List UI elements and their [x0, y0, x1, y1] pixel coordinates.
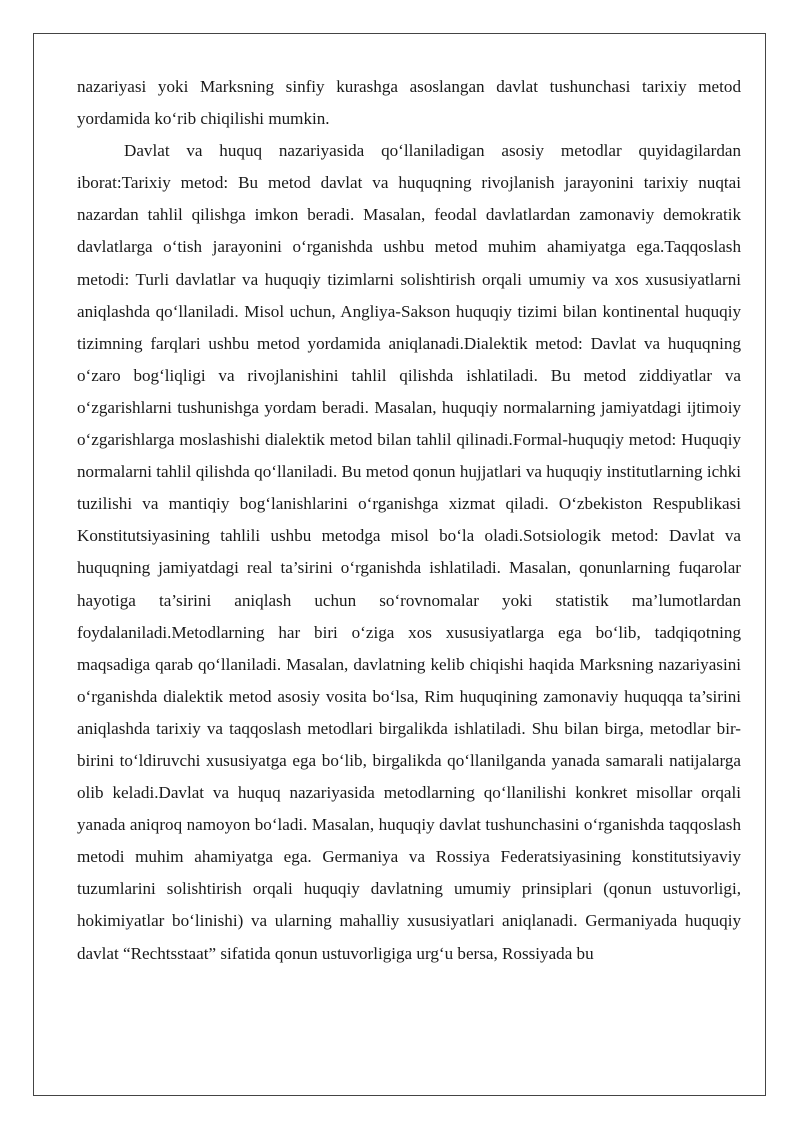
paragraph-continuation: nazariyasi yoki Marksning sinfiy kurashga asoslangan davlat tushunchasi tarixiy metod yordamida ko‘rib chiqilishi mumkin.	[77, 77, 741, 129]
document-body	[77, 71, 741, 970]
paragraph-methods: Davlat va huquq nazariyasida qo‘llaniladigan asosiy metodlar quyidagilardan iborat:Tarixiy metod: Bu metod davlat va huquqning rivojlanish jarayonini tarixiy nuqtai nazardan tahlil qilishga imkon beradi. Masalan, feodal davlatlardan zamonaviy demokratik davlatlarga o‘tish jarayonini o‘rganishda ushbu metod muhim ahamiyatga ega.Taqqoslash metodi: Turli davlatlar va huquqiy tizimlarni solishtirish orqali umumiy va xos xususiyatlarni aniqlashda qo‘llaniladi. Misol uchun, Angliya-Sakson huquqiy tizimi bilan kontinental huquqiy tizimning farqlari ushbu metod yordamida aniqlanadi.Dialektik metod: Davlat va huquqning o‘zaro bog‘liqligi va rivojlanishini tahlil qilishda ishlatiladi. Bu metod ziddiyatlar va o‘zgarishlarni tushunishga yordam beradi. Masalan, huquqiy normalarning jamiyatdagi ijtimoiy o‘zgarishlarga moslashishi dialektik metod bilan tahlil qilinadi.Formal-huquqiy metod: Huquqiy normalarni tahlil qilishda qo‘llaniladi. Bu metod qonun hujjatlari va huquqiy institutlarning ichki tuzilishi va mantiqiy bog‘lanishlarini o‘rganishga xizmat qiladi. O‘zbekiston Respublikasi Konstitutsiyasining tahlili ushbu metodga misol bo‘la oladi.Sotsiologik metod: Davlat va huquqning jamiyatdagi real ta’sirini o‘rganishda ishlatiladi. Masalan, qonunlarning fuqarolar hayotiga ta’sirini aniqlash uchun so‘rovnomalar yoki statistik ma’lumotlardan foydalaniladi.Metodlarning har biri o‘ziga xos xususiyatlarga ega bo‘lib, tadqiqotning maqsadiga qarab qo‘llaniladi. Masalan, davlatning kelib chiqishi haqida Marksning nazariyasini o‘rganishda dialektik metod asosiy vosita bo‘lsa, Rim huquqining zamonaviy huquqqa ta’sirini aniqlashda tarixiy va taqqoslash metodlari birgalikda ishlatiladi. Shu bilan birga, metodlar bir-birini to‘ldiruvchi xususiyatga ega bo‘lib, birgalikda qo‘llanilganda yanada samarali natijalarga olib keladi.Davlat va huquq nazariyasida metodlarning qo‘llanilishi konkret misollar orqali yanada aniqroq namoyon bo‘ladi. Masalan, huquqiy davlat tushunchasini o‘rganishda taqqoslash metodi muhim ahamiyatga ega. Germaniya va Rossiya Federatsiyasining konstitutsiyaviy tuzumlarini solishtirish orqali huquqiy davlatning umumiy prinsiplari (qonun ustuvorligi, hokimiyatlar bo‘linishi) va ularning mahalliy xususiyatlari aniqlanadi. Germaniyada huquqiy davlat “Rechtsstaat” sifatida qonun ustuvorligiga urg‘u bersa, Rossiyada bu	[77, 141, 741, 963]
